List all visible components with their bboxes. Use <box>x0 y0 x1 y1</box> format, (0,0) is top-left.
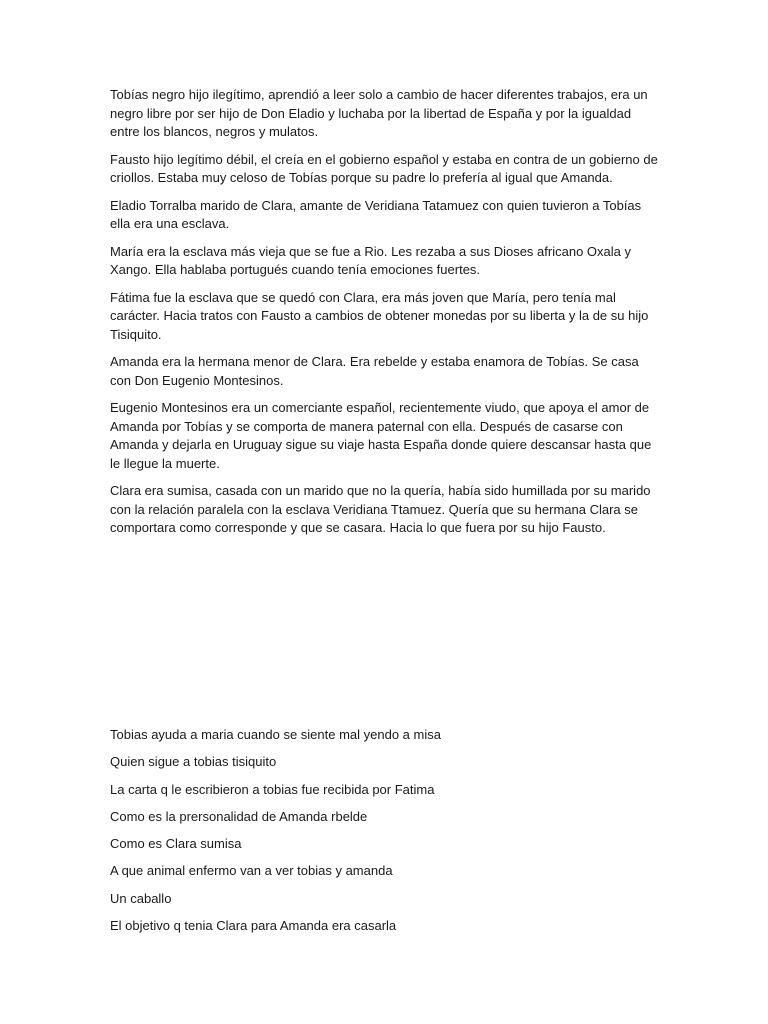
note-line: La carta q le escribieron a tobias fue recibida por Fatima <box>110 781 435 797</box>
paragraph-tobias: Tobías negro hijo ilegítimo, aprendió a leer solo a cambio de hacer diferentes trabajos, era un negro libre por ser hijo de Don Eladio y luchaba por la libertad de España y por la igualdad entre los blancos, negros y mulatos. <box>110 87 648 139</box>
note-line: A que animal enfermo van a ver tobias y amanda <box>110 863 393 879</box>
paragraph-clara: Clara era sumisa, casada con un marido que no la quería, había sido humillada por su marido con la relación paralela con la esclava Veridiana Ttamuez. Quería que su hermana Clara se comportara como corresponde y que se casara. Hacia lo que fuera por su hijo Fausto. <box>110 483 651 535</box>
character-descriptions <box>110 86 660 547</box>
paragraph-eladio: Eladio Torralba marido de Clara, amante de Veridiana Tatamuez con quien tuvieron a Tobías ella era una esclava. <box>110 197 642 231</box>
paragraph-fausto: Fausto hijo legítimo débil, el creía en el gobierno español y estaba en contra de un gobierno de criollos. Estaba muy celoso de Tobías porque su padre lo prefería al igual que Amanda. <box>110 151 658 185</box>
note-line: Un caballo <box>110 890 172 906</box>
paragraph-eugenio: Eugenio Montesinos era un comerciante español, recientemente viudo, que apoya el amor de Amanda por Tobías y se comporta de manera paternal con ella. Después de casarse con Amanda y dejarla en Uruguay sigue su viaje hasta España donde quiere descansar hasta que le llegue la muerte. <box>110 400 652 471</box>
note-line: Quien sigue a tobias tisiquito <box>110 754 277 770</box>
note-line: Como es Clara sumisa <box>110 836 242 852</box>
note-line: El objetivo q tenia Clara para Amanda era casarla <box>110 918 397 934</box>
note-line: Tobias ayuda a maria cuando se siente mal yendo a misa <box>110 727 441 742</box>
note-line: Como es la prersonalidad de Amanda rbelde <box>110 808 368 824</box>
paragraph-amanda: Amanda era la hermana menor de Clara. Era rebelde y estaba enamora de Tobías. Se casa con Don Eugenio Montesinos. <box>110 354 639 388</box>
paragraph-maria: María era la esclava más vieja que se fue a Rio. Les rezaba a sus Dioses africano Oxala y Xango. Ella hablaba portugués cuando tenía emociones fuertes. <box>110 243 631 277</box>
question-notes <box>110 726 660 944</box>
paragraph-fatima: Fátima fue la esclava que se quedó con Clara, era más joven que María, pero tenía mal carácter. Hacia tratos con Fausto a cambios de obtener monedas por su liberta y la de su hijo Tisiquito. <box>110 289 649 342</box>
